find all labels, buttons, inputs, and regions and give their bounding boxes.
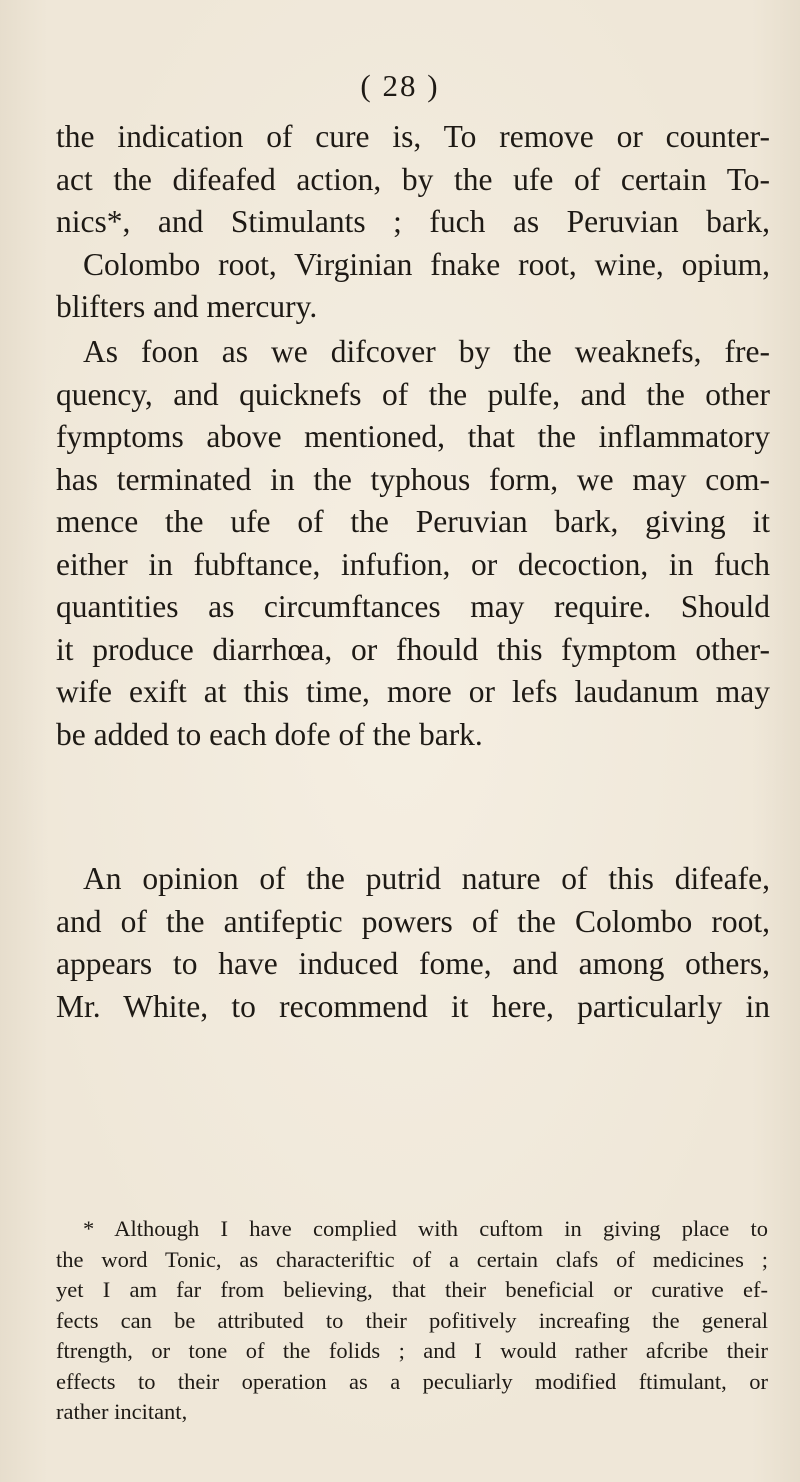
text-line: appears to have induced fome, and among others,: [56, 946, 770, 981]
text-line: wife exift at this time, more or lefs laudanum may: [56, 674, 770, 709]
paragraph-indication-of-cure: [56, 116, 770, 329]
text-line: quency, and quicknefs of the pulfe, and the other: [56, 376, 770, 412]
footnote-line: yet I am far from believing, that their beneficial or curative ef-: [56, 1277, 768, 1302]
text-line: As foon as we difcover by the weaknefs, fre-: [83, 334, 770, 369]
footnote-line: ftrength, or tone of the folids ; and I would rather afcribe their: [56, 1338, 768, 1363]
text-line: has terminated in the typhous form, we may com-: [56, 461, 770, 497]
text-line: quantities as circumftances may require. Should: [56, 589, 770, 624]
text-line: fymptoms above mentioned, that the inflammatory: [56, 419, 770, 454]
page-number-header: ( 28 ): [360, 68, 440, 103]
text-line: Mr. White, to recommend it here, particularly in: [56, 988, 770, 1024]
text-line: act the difeafed action, by the ufe of certain To-: [56, 161, 770, 197]
text-line: be added to each dofe of the bark.: [56, 716, 483, 752]
footnote-line: the word Tonic, as characteriftic of a certain clafs of medicines ;: [56, 1246, 768, 1272]
text-line: An opinion of the putrid nature of this difeafe,: [83, 861, 770, 896]
footnote-tonic: [56, 1214, 768, 1428]
text-line: the indication of cure is, To remove or counter-: [56, 119, 770, 154]
footnote-line: rather incitant,: [56, 1399, 188, 1424]
text-line: Colombo root, Virginian fnake root, wine, opium,: [83, 246, 770, 282]
text-line: nics*, and Stimulants ; fuch as Peruvian bark,: [56, 204, 770, 239]
text-line: and of the antifeptic powers of the Colombo root,: [56, 903, 770, 939]
footnote-line: * Although I have complied with cuftom in giving place to: [83, 1216, 768, 1241]
text-line: blifters and mercury.: [56, 289, 318, 324]
text-line: mence the ufe of the Peruvian bark, giving it: [56, 504, 770, 539]
paragraph-putrid-nature: [56, 858, 770, 1028]
footnote-line: effects to their operation as a peculiarly modified ftimulant, or: [56, 1368, 768, 1394]
text-line: it produce diarrhœa, or fhould this fymptom other-: [56, 631, 770, 667]
paragraph-peruvian-bark: [56, 331, 770, 756]
footnote-line: fects can be attributed to their pofitively increafing the general: [56, 1307, 768, 1333]
text-line: either in fubftance, infufion, or decoction, in fuch: [56, 546, 770, 582]
